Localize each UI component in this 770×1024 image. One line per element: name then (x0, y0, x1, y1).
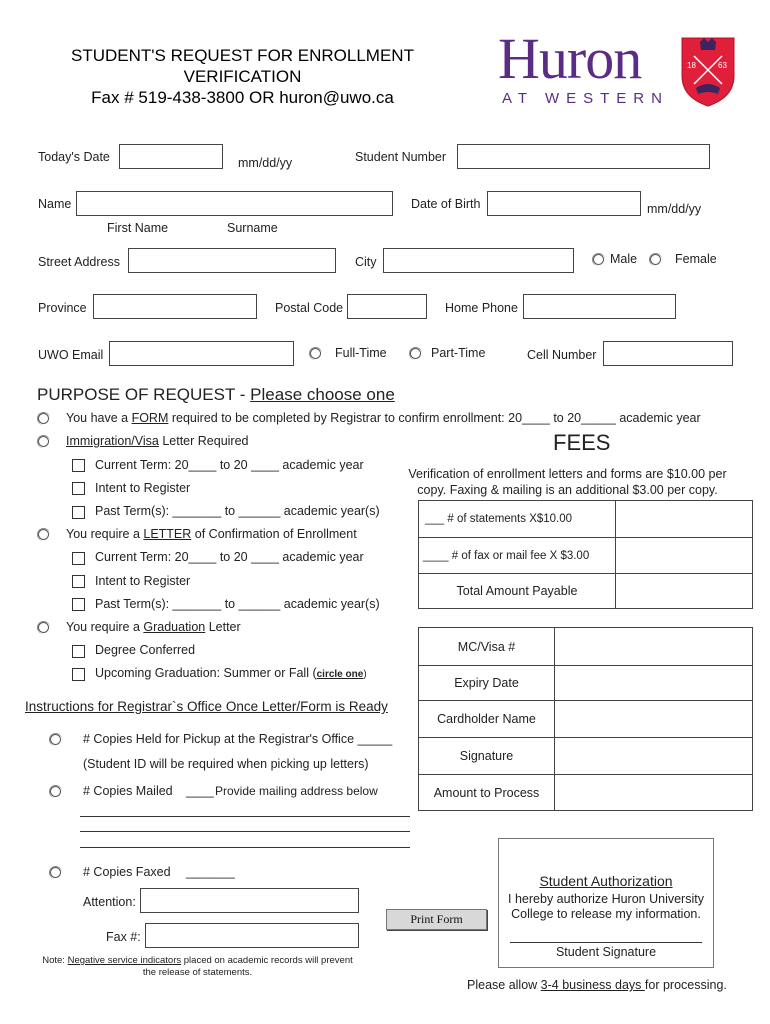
degree-conferred-label: Degree Conferred (95, 643, 196, 657)
faxed-label: # Copies Faxed (83, 865, 171, 879)
part-time-label: Part-Time (431, 346, 486, 360)
form-link: FORM (131, 411, 169, 425)
mailed-blank: ____ (186, 784, 214, 798)
full-time-label: Full-Time (335, 346, 387, 360)
female-radio[interactable] (650, 254, 661, 265)
postal-code-input[interactable] (347, 294, 427, 319)
dob-format-hint: mm/dd/yy (647, 202, 702, 216)
pickup-label: # Copies Held for Pickup at the Registrar's Office _____ (83, 732, 393, 746)
fees-statements-label: ___ # of statements X$10.00 (419, 501, 616, 538)
fax-input[interactable] (145, 923, 359, 948)
signature-label: Signature (419, 738, 555, 775)
part-time-radio[interactable] (410, 348, 421, 359)
name-input[interactable] (76, 191, 393, 216)
pickup-radio[interactable] (50, 734, 61, 745)
mailing-address-line-1[interactable] (80, 816, 410, 817)
letter-link: LETTER (143, 527, 192, 541)
cell-number-label: Cell Number (527, 348, 597, 362)
authorization-box (498, 838, 714, 968)
letter-post: of Confirmation of Enrollment (191, 527, 357, 541)
past-terms-label: Past Term(s): _______ to ______ academic year(s) (95, 504, 380, 518)
purpose-heading (37, 386, 395, 403)
upcoming-grad-label (95, 667, 367, 680)
immigration-label (66, 435, 249, 448)
upcoming-grad-checkbox[interactable] (72, 668, 85, 681)
fees-row (419, 538, 753, 574)
fees-desc-1: Verification of enrollment letters and forms are $10.00 per (408, 467, 727, 481)
payment-table (418, 627, 753, 811)
circle-one-text: circle one (316, 669, 364, 680)
faxed-radio[interactable] (50, 867, 61, 878)
intent-checkbox[interactable] (72, 482, 85, 495)
city-label: City (355, 255, 377, 269)
form-post: required to be completed by Registrar to confirm enrollment: 20____ to 20_____ academic year (168, 411, 701, 425)
mailed-provide: Provide mailing address below (215, 784, 378, 798)
fees-fax-label: ____ # of fax or mail fee X $3.00 (419, 538, 616, 574)
note-rest: placed on academic records will prevent (181, 955, 353, 966)
faxed-blank: _______ (186, 865, 235, 879)
expiry-label: Expiry Date (419, 666, 555, 701)
mailed-label: # Copies Mailed (83, 784, 173, 798)
fees-row (419, 501, 753, 538)
print-form-button[interactable]: Print Form (386, 909, 487, 930)
upcoming-close: ) (363, 669, 367, 680)
street-address-label: Street Address (38, 255, 120, 269)
title-line-1: STUDENT'S REQUEST FOR ENROLLMENT (71, 46, 414, 65)
fees-total-cell[interactable] (616, 574, 753, 609)
mailed-radio[interactable] (50, 786, 61, 797)
form-required-label (66, 412, 701, 425)
attention-label: Attention: (83, 895, 136, 909)
title-line-3: Fax # 519-438-3800 OR huron@uwo.ca (91, 88, 394, 107)
letter-pre: You require a (66, 527, 144, 541)
footer-processing (467, 979, 727, 992)
fees-total-label: Total Amount Payable (419, 574, 616, 609)
mailing-address-line-3[interactable] (80, 847, 410, 848)
cardholder-cell[interactable] (555, 701, 753, 738)
home-phone-label: Home Phone (445, 301, 518, 315)
footer-post: for processing. (644, 978, 727, 992)
female-label: Female (675, 252, 717, 266)
home-phone-input[interactable] (523, 294, 676, 319)
mc-visa-cell[interactable] (555, 628, 753, 666)
current-term-checkbox[interactable] (72, 459, 85, 472)
student-number-input[interactable] (457, 144, 710, 169)
mc-visa-label: MC/Visa # (419, 628, 555, 666)
fax-label: Fax #: (106, 930, 141, 944)
intent2-label: Intent to Register (95, 574, 191, 588)
fees-description (390, 466, 745, 498)
full-time-radio[interactable] (310, 348, 321, 359)
crest-year-left: 18 (687, 61, 696, 70)
payment-row (419, 738, 753, 775)
immigration-link: Immigration/Visa (66, 434, 159, 448)
fees-fax-cell[interactable] (616, 538, 753, 574)
payment-row (419, 701, 753, 738)
intent-label: Intent to Register (95, 481, 191, 495)
mailing-address-line-2[interactable] (80, 831, 410, 832)
first-name-hint: First Name (107, 221, 169, 235)
authorization-heading: Student Authorization (539, 873, 673, 889)
logo-word: Huron (498, 26, 642, 91)
form-title (40, 45, 445, 108)
province-label: Province (38, 301, 87, 315)
past-terms-checkbox[interactable] (72, 506, 85, 519)
attention-input[interactable] (140, 888, 359, 913)
cell-number-input[interactable] (603, 341, 733, 366)
note (25, 955, 370, 979)
current-term2-label: Current Term: 20____ to 20 ____ academic year (95, 550, 364, 564)
fees-row (419, 574, 753, 609)
purpose-heading-text: PURPOSE OF REQUEST - (37, 385, 251, 404)
payment-row (419, 628, 753, 666)
note-line-2: the release of statements. (142, 967, 253, 978)
current-term-label: Current Term: 20____ to 20 ____ academic year (95, 458, 364, 472)
uwo-email-label: UWO Email (38, 348, 104, 362)
logo-subtitle: AT WESTERN (502, 90, 669, 107)
province-input[interactable] (93, 294, 257, 319)
todays-date-label: Today's Date (38, 150, 110, 164)
expiry-cell[interactable] (555, 666, 753, 701)
note-prefix: Note: (42, 955, 68, 966)
fees-table (418, 500, 753, 609)
student-signature-line[interactable] (510, 942, 702, 943)
payment-row (419, 666, 753, 701)
letter-label (66, 528, 357, 541)
immigration-post: Letter Required (158, 434, 249, 448)
footer-pre: Please allow (467, 978, 541, 992)
upcoming-grad-text: Upcoming Graduation: Summer or Fall ( (95, 666, 317, 680)
past-terms2-label: Past Term(s): _______ to ______ academic year(s) (95, 597, 380, 611)
student-signature-label: Student Signature (555, 945, 657, 959)
fees-desc-2: copy. Faxing & mailing is an additional $3.00 per copy. (417, 483, 718, 497)
immigration-radio[interactable] (38, 436, 49, 447)
title-line-2: VERIFICATION (183, 67, 302, 86)
amount-label: Amount to Process (419, 775, 555, 811)
form-required-radio[interactable] (38, 413, 49, 424)
authorization-line-2: College to release my information. (511, 907, 701, 921)
purpose-heading-choose: Please choose one (250, 385, 395, 404)
surname-hint: Surname (227, 221, 278, 235)
grad-link: Graduation (143, 620, 206, 634)
letter-radio[interactable] (38, 529, 49, 540)
huron-logo (498, 26, 678, 110)
instructions-heading: Instructions for Registrar`s Office Once Letter/Form is Ready (25, 699, 388, 714)
current-term2-checkbox[interactable] (72, 552, 85, 565)
past-terms2-checkbox[interactable] (72, 598, 85, 611)
authorization-line-1: I hereby authorize Huron University (508, 892, 704, 906)
street-address-input[interactable] (128, 248, 336, 273)
male-label: Male (610, 252, 638, 266)
city-input[interactable] (383, 248, 574, 273)
uwo-email-input[interactable] (109, 341, 294, 366)
fees-statements-cell[interactable] (616, 501, 753, 538)
todays-date-input[interactable] (119, 144, 223, 169)
crest-icon (680, 36, 736, 108)
footer-link: 3-4 business days (540, 978, 645, 992)
grad-post: Letter (205, 620, 241, 634)
note-link: Negative service indicators (67, 955, 182, 966)
name-label: Name (38, 197, 72, 211)
crest-year-right: 63 (718, 61, 727, 70)
pickup-note: (Student ID will be required when picking up letters) (83, 757, 369, 771)
form-pre: You have a (66, 411, 132, 425)
male-radio[interactable] (593, 254, 604, 265)
amount-cell[interactable] (555, 775, 753, 811)
student-number-label: Student Number (355, 150, 447, 164)
date-of-birth-input[interactable] (487, 191, 641, 216)
grad-pre: You require a (66, 620, 144, 634)
fees-heading: FEES (553, 430, 611, 455)
date-format-hint: mm/dd/yy (238, 156, 293, 170)
intent2-checkbox[interactable] (72, 575, 85, 588)
cardholder-label: Cardholder Name (419, 701, 555, 738)
graduation-label (66, 621, 241, 634)
date-of-birth-label: Date of Birth (411, 197, 481, 211)
degree-conferred-checkbox[interactable] (72, 645, 85, 658)
postal-code-label: Postal Code (275, 301, 344, 315)
signature-cell[interactable] (555, 738, 753, 775)
graduation-radio[interactable] (38, 622, 49, 633)
payment-row (419, 775, 753, 811)
